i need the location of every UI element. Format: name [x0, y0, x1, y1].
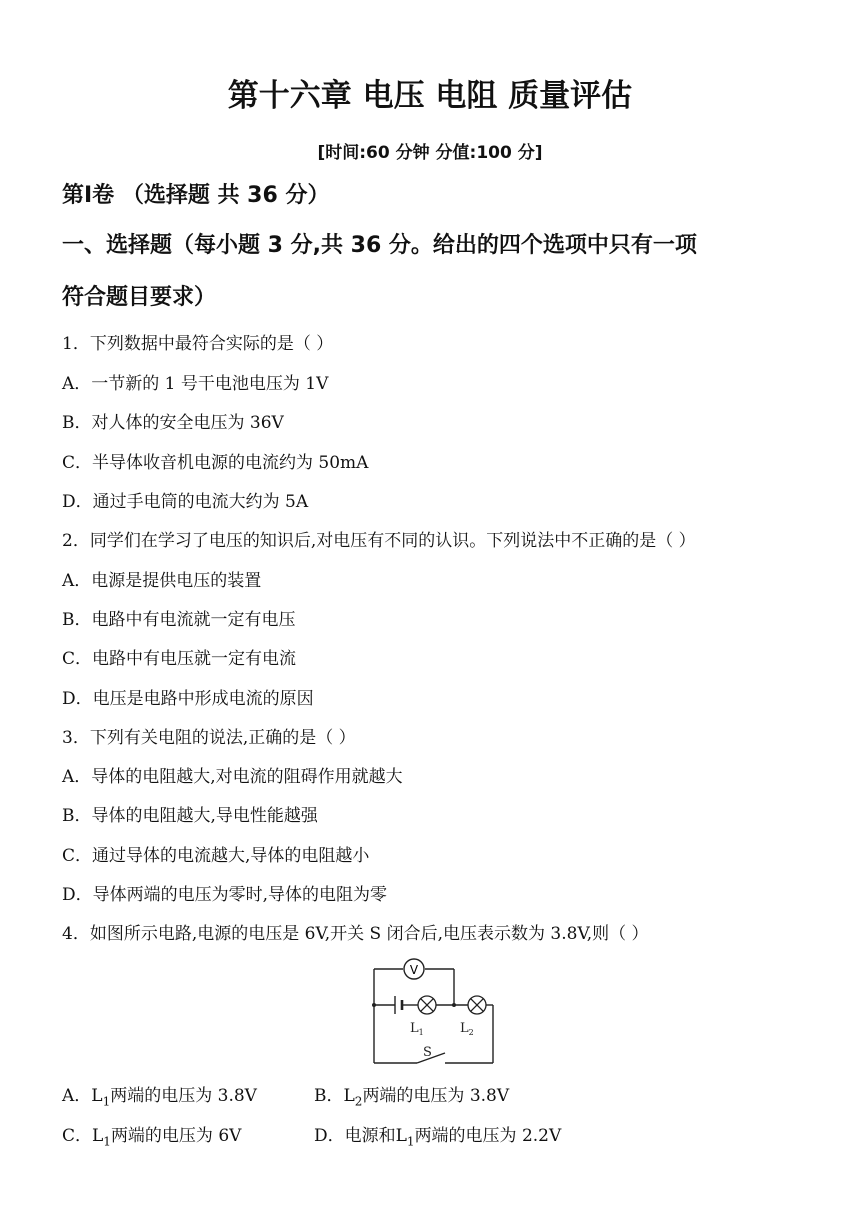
page-title: 第十六章 电压 电阻 质量评估	[227, 78, 633, 114]
part-heading: 第Ⅰ卷 （选择题 共 36 分）	[62, 183, 330, 208]
lamp-2-icon	[468, 996, 486, 1014]
q2-option-a: A．电源是提供电压的装置	[62, 571, 262, 591]
section-heading-line2: 符合题目要求）	[62, 285, 217, 310]
junction-dot-right	[452, 1003, 456, 1007]
question-1-stem: 1．下列数据中最符合实际的是（ ）	[62, 334, 334, 354]
q3-option-c: C．通过导体的电流越大,导体的电阻越小	[62, 846, 370, 866]
q4-option-a: A．$L_1$两端的电压为 3.8V	[62, 1086, 257, 1109]
question-2-stem: 2．同学们在学习了电压的知识后,对电压有不同的认识。下列说法中不正确的是（ ）	[62, 531, 696, 551]
q1-option-d: D．通过手电筒的电流大约为 5A	[62, 492, 309, 512]
q2-option-c: C．电路中有电压就一定有电流	[62, 649, 297, 669]
q2-option-b: B．电路中有电流就一定有电压	[62, 610, 296, 630]
junction-dot-left	[372, 1003, 376, 1007]
q3-option-d: D．导体两端的电压为零时,导体的电阻为零	[62, 885, 388, 905]
q4-option-c: C．$L_1$两端的电压为 6V	[62, 1126, 242, 1149]
q1-option-b: B．对人体的安全电压为 36V	[62, 413, 284, 433]
q4-options-row-1	[62, 1081, 510, 1109]
circuit-diagram	[365, 955, 501, 1071]
lamp-1-label: $L_1$	[410, 1021, 424, 1037]
lamp-1-icon	[418, 996, 436, 1014]
q4-options-row-2	[62, 1121, 562, 1149]
svg-text:V: V	[409, 963, 419, 977]
q4-option-d: D．电源和$L_1$两端的电压为 2.2V	[314, 1126, 562, 1149]
exam-meta: [时间:60 分钟 分值:100 分]	[317, 143, 543, 163]
section-heading-line1: 一、选择题（每小题 3 分,共 36 分。给出的四个选项中只有一项	[62, 233, 697, 258]
q3-option-b: B．导体的电阻越大,导电性能越强	[62, 806, 318, 826]
voltmeter-icon	[404, 959, 424, 979]
lamp-2-label: $L_2$	[460, 1021, 474, 1037]
q1-option-a: A．一节新的 1 号干电池电压为 1V	[62, 374, 329, 394]
switch-label: S	[423, 1045, 432, 1060]
q4-option-b: B．$L_2$两端的电压为 3.8V	[314, 1086, 510, 1109]
q3-option-a: A．导体的电阻越大,对电流的阻碍作用就越大	[62, 767, 403, 787]
question-4-stem: 4．如图所示电路,电源的电压是 6V,开关 S 闭合后,电压表示数为 3.8V,则（ ）	[62, 924, 649, 944]
q1-option-c: C．半导体收音机电源的电流约为 50mA	[62, 453, 369, 473]
q2-option-d: D．电压是电路中形成电流的原因	[62, 689, 314, 709]
battery-icon	[395, 996, 402, 1014]
question-3-stem: 3．下列有关电阻的说法,正确的是（ ）	[62, 728, 356, 748]
